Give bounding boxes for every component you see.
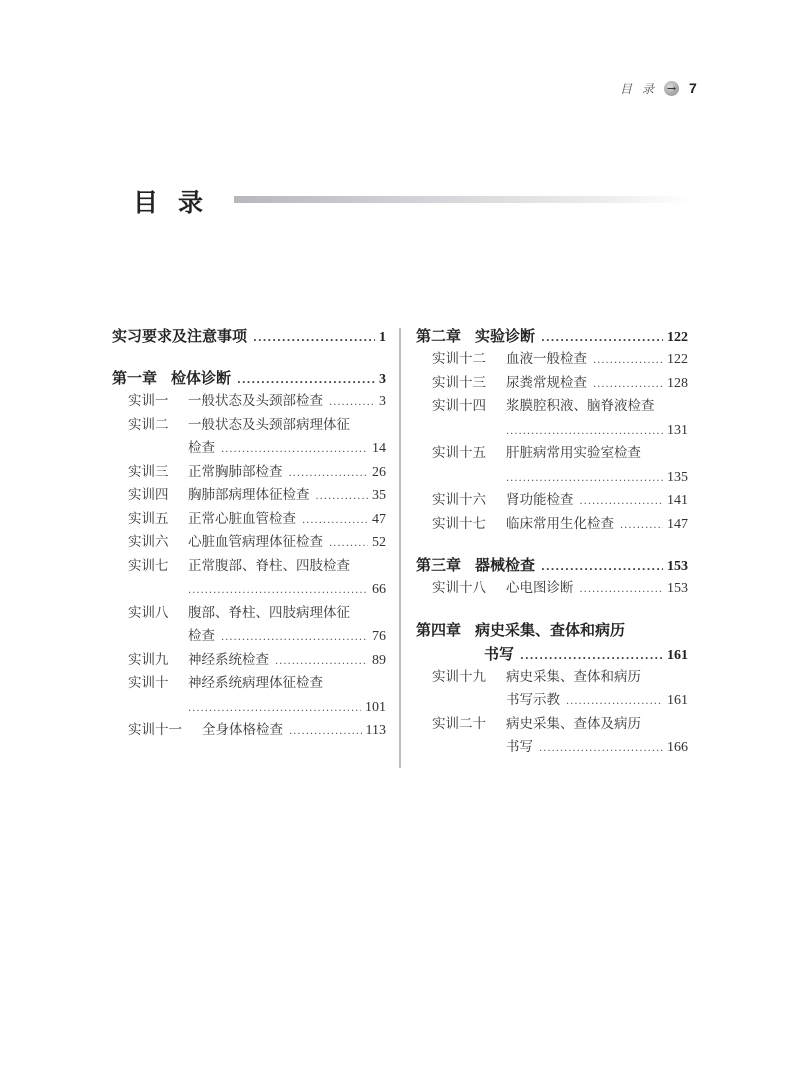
entry-label bbox=[432, 577, 574, 601]
toc-lesson[interactable] bbox=[112, 602, 386, 626]
page-ref: 135 bbox=[667, 469, 688, 485]
toc-lesson[interactable] bbox=[112, 555, 386, 579]
entry-label bbox=[432, 348, 587, 372]
toc-lesson[interactable] bbox=[416, 348, 688, 372]
toc-right-column bbox=[416, 324, 688, 760]
lesson-code: 实训二 bbox=[128, 416, 169, 433]
toc-chapter-1[interactable] bbox=[112, 366, 386, 390]
lesson-title: 腹部、脊柱、四肢病理体征 bbox=[188, 604, 350, 621]
lesson-title-cont: 书写 bbox=[506, 739, 533, 755]
toc-lesson[interactable] bbox=[416, 666, 688, 690]
dot-leader bbox=[253, 327, 375, 351]
lesson-title: 临床常用生化检查 bbox=[506, 515, 614, 532]
toc-lesson[interactable] bbox=[416, 395, 688, 419]
dot-leader bbox=[620, 514, 663, 538]
lesson-title: 正常胸肺部检查 bbox=[188, 463, 283, 480]
page-ref: 161 bbox=[667, 647, 688, 663]
lesson-code: 实训十 bbox=[128, 675, 169, 691]
page-ref: 147 bbox=[667, 516, 688, 532]
lesson-title: 尿粪常规检查 bbox=[506, 374, 587, 391]
lesson-title: 浆膜腔积液、脑脊液检查 bbox=[506, 398, 655, 414]
entry-label bbox=[128, 390, 323, 414]
entry-label bbox=[112, 366, 231, 390]
chapter-number: 第四章 bbox=[416, 620, 462, 639]
dot-leader bbox=[580, 490, 664, 514]
chapter-title: 器械检查 bbox=[475, 556, 536, 574]
toc-lesson[interactable] bbox=[416, 577, 688, 601]
arrow-right-circle-icon: → bbox=[664, 81, 679, 96]
page-title: 目录 bbox=[133, 188, 224, 217]
lesson-code: 实训二十 bbox=[432, 715, 486, 732]
toc-lesson-cont[interactable] bbox=[416, 736, 688, 760]
toc-entry-intro[interactable] bbox=[112, 324, 386, 348]
page-ref: 89 bbox=[372, 652, 386, 668]
dot-leader bbox=[539, 737, 663, 761]
page-ref: 47 bbox=[372, 511, 386, 527]
lesson-title: 肾功能检查 bbox=[506, 492, 574, 508]
dot-leader bbox=[593, 349, 663, 373]
page-ref: 3 bbox=[379, 372, 386, 387]
dot-leader bbox=[221, 626, 368, 650]
dot-leader bbox=[302, 509, 368, 533]
entry-label bbox=[128, 461, 283, 485]
page-ref: 122 bbox=[667, 352, 688, 367]
lesson-code: 实训十三 bbox=[432, 374, 486, 391]
chapter-number: 第二章 bbox=[416, 327, 462, 345]
lesson-title: 胸肺部病理体征检查 bbox=[188, 487, 310, 503]
entry-label bbox=[432, 372, 587, 396]
page-ref: 66 bbox=[372, 582, 386, 597]
chapter-number: 第三章 bbox=[416, 556, 462, 574]
lesson-code: 实训十六 bbox=[432, 492, 486, 508]
lesson-title: 全身体格检查 bbox=[202, 722, 283, 738]
dot-leader bbox=[506, 420, 663, 444]
lesson-code: 实训十八 bbox=[432, 580, 486, 596]
lesson-code: 实训六 bbox=[128, 534, 169, 550]
dot-leader bbox=[316, 485, 369, 509]
lesson-code: 实训十七 bbox=[432, 515, 486, 532]
page-ref: 35 bbox=[372, 488, 386, 503]
toc-chapter-4[interactable] bbox=[416, 618, 688, 642]
toc-lesson[interactable] bbox=[112, 461, 386, 485]
page-ref: 141 bbox=[667, 493, 688, 508]
lesson-code: 实训十九 bbox=[432, 668, 486, 685]
entry-label bbox=[416, 324, 535, 348]
lesson-title: 病史采集、查体和病历 bbox=[506, 668, 641, 685]
toc-lesson-cont[interactable] bbox=[416, 466, 688, 490]
toc-lesson[interactable] bbox=[416, 489, 688, 513]
toc-lesson[interactable] bbox=[112, 672, 386, 696]
lesson-code: 实训一 bbox=[128, 393, 169, 409]
dot-leader bbox=[188, 697, 361, 721]
toc-lesson[interactable] bbox=[112, 414, 386, 438]
page-ref: 153 bbox=[667, 559, 688, 574]
dot-leader bbox=[289, 720, 362, 744]
lesson-title: 神经系统病理体征检查 bbox=[188, 675, 323, 691]
page-ref: 122 bbox=[667, 330, 688, 345]
toc-lesson[interactable] bbox=[112, 390, 386, 414]
lesson-title: 一般状态及头颈部病理体征 bbox=[188, 416, 350, 433]
lesson-code: 实训四 bbox=[128, 487, 169, 503]
toc-lesson[interactable] bbox=[416, 372, 688, 396]
lesson-title: 血液一般检查 bbox=[506, 351, 587, 367]
lesson-code: 实训十二 bbox=[432, 351, 486, 367]
toc-lesson[interactable] bbox=[112, 719, 386, 743]
entry-label bbox=[128, 508, 296, 532]
toc-lesson-cont[interactable] bbox=[416, 419, 688, 443]
toc-left-column bbox=[112, 324, 386, 743]
toc-lesson-cont[interactable] bbox=[416, 689, 688, 713]
toc-lesson-cont[interactable] bbox=[112, 437, 386, 461]
column-divider bbox=[399, 328, 401, 768]
lesson-title-cont: 检查 bbox=[188, 440, 215, 456]
lesson-code: 实训十一 bbox=[128, 722, 182, 738]
entry-label bbox=[128, 531, 323, 555]
dot-leader bbox=[329, 532, 368, 556]
lesson-title: 一般状态及头颈部检查 bbox=[188, 393, 323, 409]
toc-chapter-4-cont[interactable] bbox=[416, 642, 688, 666]
title-gradient-bar bbox=[234, 196, 692, 203]
lesson-title: 心电图诊断 bbox=[506, 580, 574, 596]
toc-lesson-cont[interactable] bbox=[112, 578, 386, 602]
entry-label bbox=[432, 489, 574, 513]
page-ref: 166 bbox=[667, 740, 688, 755]
lesson-code: 实训三 bbox=[128, 463, 169, 480]
entry-label bbox=[432, 513, 614, 537]
chapter-title-cont: 书写 bbox=[484, 644, 515, 663]
page-ref: 14 bbox=[372, 441, 386, 456]
lesson-title: 神经系统检查 bbox=[188, 651, 269, 668]
lesson-code: 实训七 bbox=[128, 557, 169, 574]
dot-leader bbox=[580, 578, 664, 602]
entry-label: 实习要求及注意事项 bbox=[112, 327, 248, 345]
lesson-code: 实训八 bbox=[128, 604, 169, 621]
running-head bbox=[620, 78, 697, 98]
chapter-title: 实验诊断 bbox=[475, 327, 536, 345]
toc-lesson-cont[interactable] bbox=[112, 625, 386, 649]
page-ref: 76 bbox=[372, 629, 386, 644]
toc-lesson-cont[interactable] bbox=[112, 696, 386, 720]
lesson-title: 心脏血管病理体征检查 bbox=[188, 534, 323, 550]
lesson-title: 肝脏病常用实验室检查 bbox=[506, 445, 641, 461]
entry-label bbox=[128, 719, 283, 743]
page-ref: 153 bbox=[667, 581, 688, 596]
dot-leader bbox=[520, 645, 663, 669]
toc-chapter-3[interactable] bbox=[416, 553, 688, 577]
toc-lesson[interactable] bbox=[416, 713, 688, 737]
lesson-title-cont: 书写示教 bbox=[506, 692, 560, 708]
dot-leader bbox=[593, 373, 663, 397]
page-ref: 161 bbox=[667, 693, 688, 708]
dot-leader bbox=[566, 690, 663, 714]
dot-leader bbox=[221, 438, 368, 462]
entry-label bbox=[128, 649, 269, 673]
entry-label bbox=[416, 553, 535, 577]
toc-lesson[interactable] bbox=[112, 508, 386, 532]
lesson-code: 实训五 bbox=[128, 510, 169, 527]
running-title: 目录 bbox=[620, 81, 665, 96]
page-ref: 3 bbox=[379, 394, 386, 409]
lesson-code: 实训九 bbox=[128, 651, 169, 668]
toc-lesson[interactable] bbox=[416, 442, 688, 466]
page-number: 7 bbox=[689, 80, 697, 96]
chapter-number: 第一章 bbox=[112, 369, 158, 387]
page-ref: 131 bbox=[667, 422, 688, 438]
lesson-title: 病史采集、查体及病历 bbox=[506, 715, 641, 732]
dot-leader bbox=[329, 391, 375, 415]
lesson-code: 实训十五 bbox=[432, 445, 486, 461]
page-ref: 128 bbox=[667, 375, 688, 391]
lesson-title: 正常腹部、脊柱、四肢检查 bbox=[188, 557, 350, 574]
toc-lesson[interactable] bbox=[112, 484, 386, 508]
lesson-title-cont: 检查 bbox=[188, 628, 215, 644]
chapter-title: 病史采集、查体和病历 bbox=[475, 620, 626, 639]
page-ref: 52 bbox=[372, 535, 386, 550]
lesson-code: 实训十四 bbox=[432, 398, 486, 414]
page-ref: 26 bbox=[372, 464, 386, 480]
toc-lesson[interactable] bbox=[112, 531, 386, 555]
lesson-title: 正常心脏血管检查 bbox=[188, 510, 296, 527]
page-ref: 1 bbox=[379, 330, 386, 345]
dot-leader bbox=[506, 467, 663, 491]
dot-leader bbox=[289, 462, 369, 486]
toc-lesson[interactable] bbox=[112, 649, 386, 673]
dot-leader bbox=[188, 579, 368, 603]
entry-label bbox=[128, 484, 310, 508]
toc-chapter-2[interactable] bbox=[416, 324, 688, 348]
chapter-title: 检体诊断 bbox=[171, 369, 232, 387]
page-ref: 113 bbox=[365, 723, 386, 738]
dot-leader bbox=[275, 650, 368, 674]
page-ref: 101 bbox=[365, 699, 386, 715]
toc-lesson[interactable] bbox=[416, 513, 688, 537]
